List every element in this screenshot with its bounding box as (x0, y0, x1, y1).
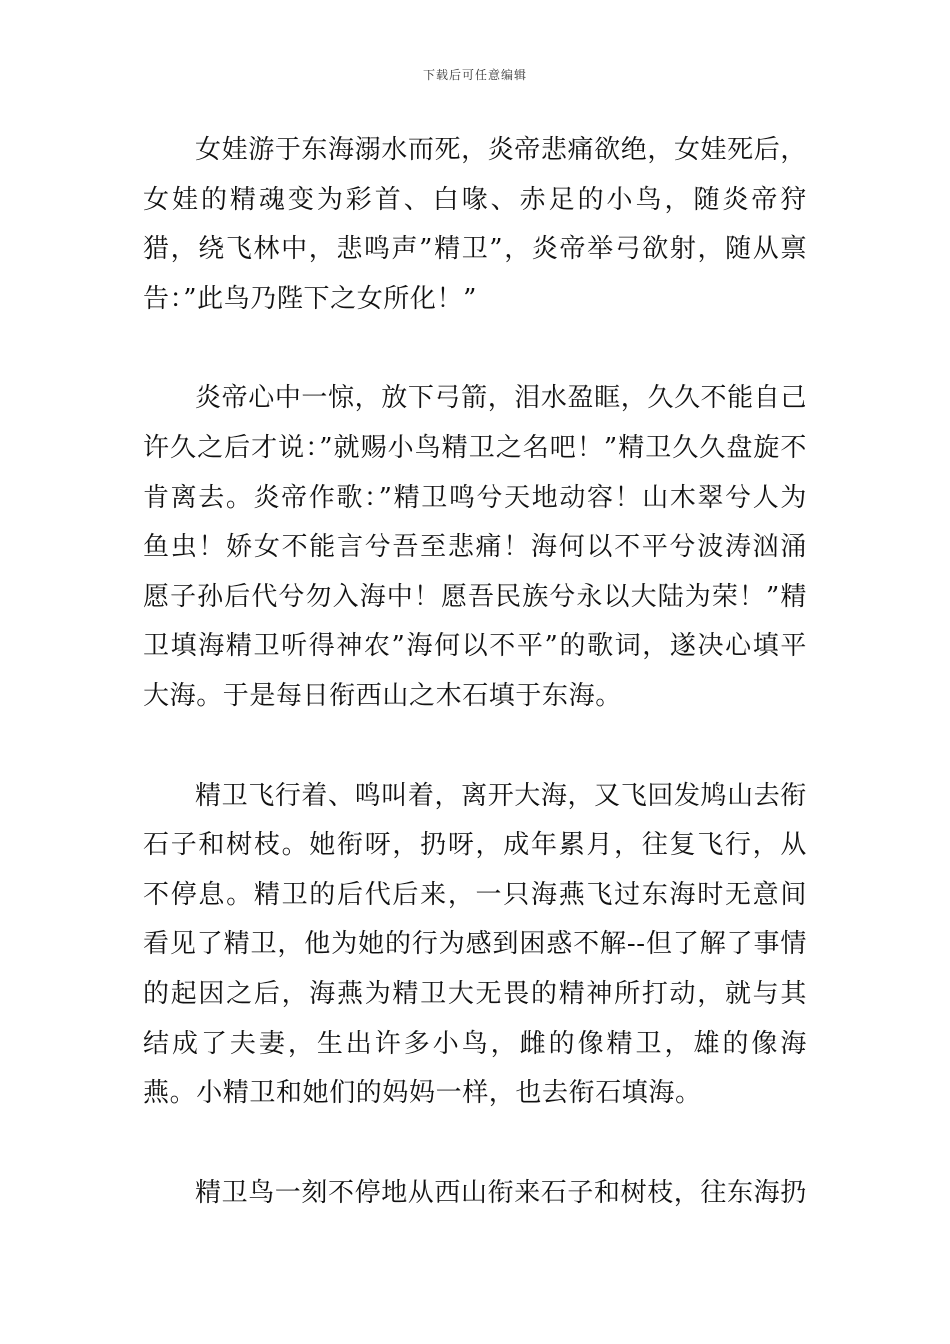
paragraph-4: 精卫鸟一刻不停地从西山衔来石子和树枝，往东海扔 (195, 1177, 807, 1208)
paragraph-spacer (143, 324, 807, 374)
paragraph-2: 炎帝心中一惊，放下弓箭，泪水盈眶，久久不能自己许久之后才说：”就赐小鸟精卫之名吧！”精卫久久盘旋不肯离去。炎帝作歌：”精卫鸣兮天地动容！山木翠兮人为鱼虫！娇女不能言兮吾至悲痛！海何以不平兮波涛汹涌愿子孙后代兮勿入海中！愿吾民族兮永以大陆为荣！”精卫填海精卫听得神农”海何以不平”的歌词，遂决心填平大海。于是每日衔西山之木石填于东海。 (143, 383, 807, 711)
paragraph-1: 女娃游于东海溺水而死，炎帝悲痛欲绝，女娃死后，女娃的精魂变为彩首、白喙、赤足的小鸟，随炎帝狩猎，绕飞林中，悲鸣声”精卫”，炎帝举弓欲射，随从禀告：”此鸟乃陛下之女所化！” (143, 135, 807, 314)
paragraph-spacer (143, 1119, 807, 1169)
document-body (143, 126, 807, 1218)
page-header-note: 下载后可任意编辑 (422, 68, 527, 82)
paragraph-spacer (143, 722, 807, 772)
paragraph-3: 精卫飞行着、鸣叫着，离开大海，又飞回发鸠山去衔石子和树枝。她衔呀，扔呀，成年累月，往复飞行，从不停息。精卫的后代后来，一只海燕飞过东海时无意间看见了精卫，他为她的行为感到困惑不解--但了解了事情的起因之后，海燕为精卫大无畏的精神所打动，就与其结成了夫妻，生出许多小鸟，雌的像精卫，雄的像海燕。小精卫和她们的妈妈一样，也去衔石填海。 (143, 780, 807, 1109)
